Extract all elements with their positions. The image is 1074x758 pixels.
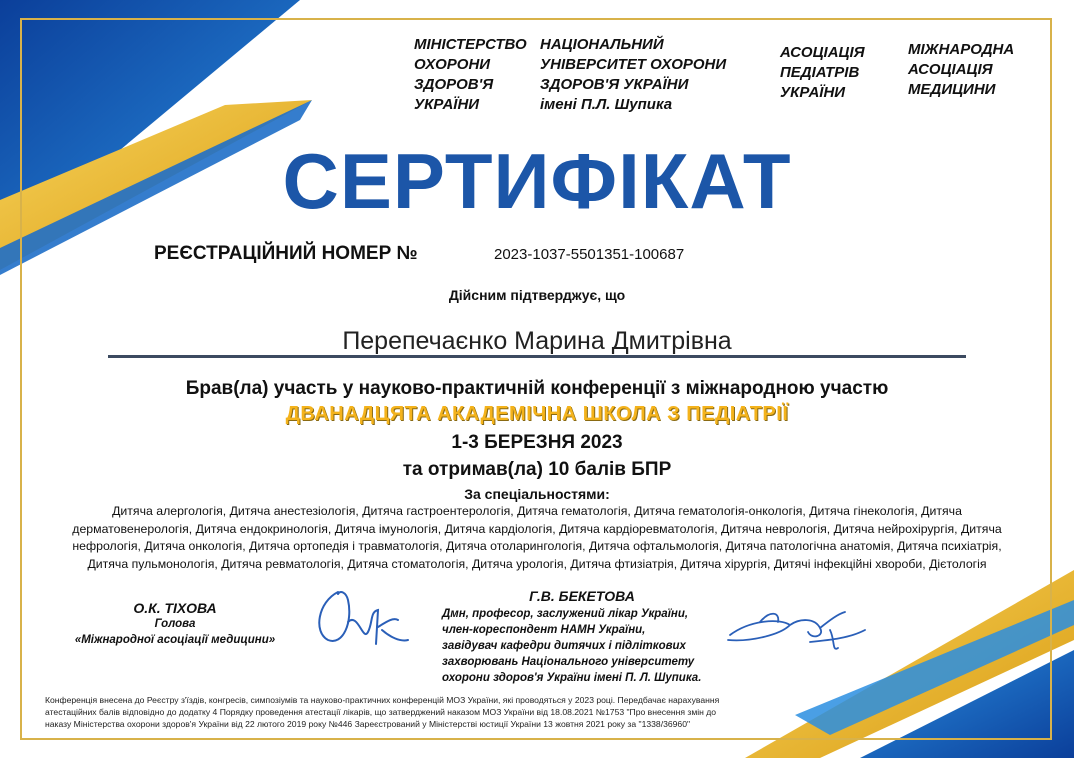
name-underline xyxy=(108,355,966,358)
specialties-line: Дитяча пульмонологія, Дитяча ревматологія, Дитяча стоматологія, Дитяча урологія, Дитяча фтизіатрія, Дитяча хірургія, Дитячі інфекційні хвороби, Дієтологія xyxy=(87,556,987,571)
specialties-list xyxy=(40,503,1034,573)
org-medicine-association: МІЖНАРОДНА АСОЦІАЦІЯ МЕДИЦИНИ xyxy=(908,41,1015,98)
signatory-right-title-line: Дмн, професор, заслужений лікар України, xyxy=(442,608,689,620)
org-pediatricians-association: АСОЦІАЦІЯ ПЕДІАТРІВ УКРАЇНИ xyxy=(780,44,865,101)
participant-name: Перепечаєнко Марина Дмитрівна xyxy=(342,327,732,355)
signatory-right xyxy=(442,588,722,686)
org-ministry: МІНІСТЕРСТВО ОХОРОНИ ЗДОРОВ'Я УКРАЇНИ xyxy=(414,36,527,113)
specialties-line: дерматовенерологія, Дитяча ендокринологія, Дитяча імунологія, Дитяча кардіологія, Дитяча кардіоревматологія, Дитяча неврологія, Дитяча нейрохірургія, Дитяча xyxy=(72,521,1002,536)
org-university: НАЦІОНАЛЬНИЙ УНІВЕРСИТЕТ ОХОРОНИ ЗДОРОВ'Я УКРАЇНИ імені П.Л. Шупика xyxy=(540,36,727,113)
specialties-line: нефрологія, Дитяча онкологія, Дитяча ортопедія і травматологія, Дитяча отоларингологія, Дитяча офтальмологія, Дитяча патологічна анатомія, Дитяча психіатрія, xyxy=(72,539,1002,554)
specialties-line: Дитяча алергологія, Дитяча анестезіологія, Дитяча гастроентерологія, Дитяча гематологія, Дитяча гематологія-онкологія, Дитяча гінекологія, Дитяча xyxy=(112,504,962,518)
event-dates: 1-3 БЕРЕЗНЯ 2023 xyxy=(451,432,623,453)
participation-text: Брав(ла) участь у науково-практичній конференції з міжнародною участю xyxy=(185,378,889,399)
school-name: ДВАНАДЦЯТА АКАДЕМІЧНА ШКОЛА З ПЕДІАТРІЇ xyxy=(285,403,789,425)
confirmation-text: Дійсним підтверджує, що xyxy=(448,287,626,303)
signatory-left-organization: «Міжнародної асоціації медицини» xyxy=(74,634,276,646)
specialties-title: За спеціальностями: xyxy=(464,486,610,502)
signatory-right-title-line: завідувач кафедри дитячих і підліткових xyxy=(442,640,686,652)
registration-label: РЕЄСТРАЦІЙНИЙ НОМЕР № xyxy=(154,243,418,264)
signatory-left-name: О.К. ТІХОВА xyxy=(133,600,217,616)
certificate-title: СЕРТИФІКАТ xyxy=(282,137,792,225)
footer-note: Конференція внесена до Реєстру з'їздів, конгресів, симпозіумів та науково-практичних конференцій МОЗ України, які проводяться у 2023 році. Передбачає нарахування атестаційних балів відповідно до додатку 4 Порядку проведення атестації лікарів, що затверджений наказом МОЗ України від 18.08.2021 №1753 "Про внесення змін до наказу Міністерства охорони здоров'я України від 22 лютого 2019 року №446 Зареєстрований у Міністерстві юстиції України 13 жовтня 2021 року за "1338/36960" xyxy=(45,695,720,729)
signatory-right-name: Г.В. БЕКЕТОВА xyxy=(529,588,635,604)
registration-number: 2023-1037-5501351-100687 xyxy=(494,246,685,263)
signatory-right-title-line: охорони здоров'я України імені П. Л. Шупика. xyxy=(442,672,702,684)
points-awarded: та отримав(ла) 10 балів БПР xyxy=(402,459,672,480)
signature-left-image xyxy=(308,582,418,650)
signatory-left xyxy=(60,600,290,648)
signatory-right-title-line: член-кореспондент НАМН України, xyxy=(442,624,646,636)
signature-right-image xyxy=(720,600,870,660)
signatory-left-title: Голова xyxy=(154,618,196,630)
signatory-right-title-line: захворювань Національного університету xyxy=(442,656,695,668)
